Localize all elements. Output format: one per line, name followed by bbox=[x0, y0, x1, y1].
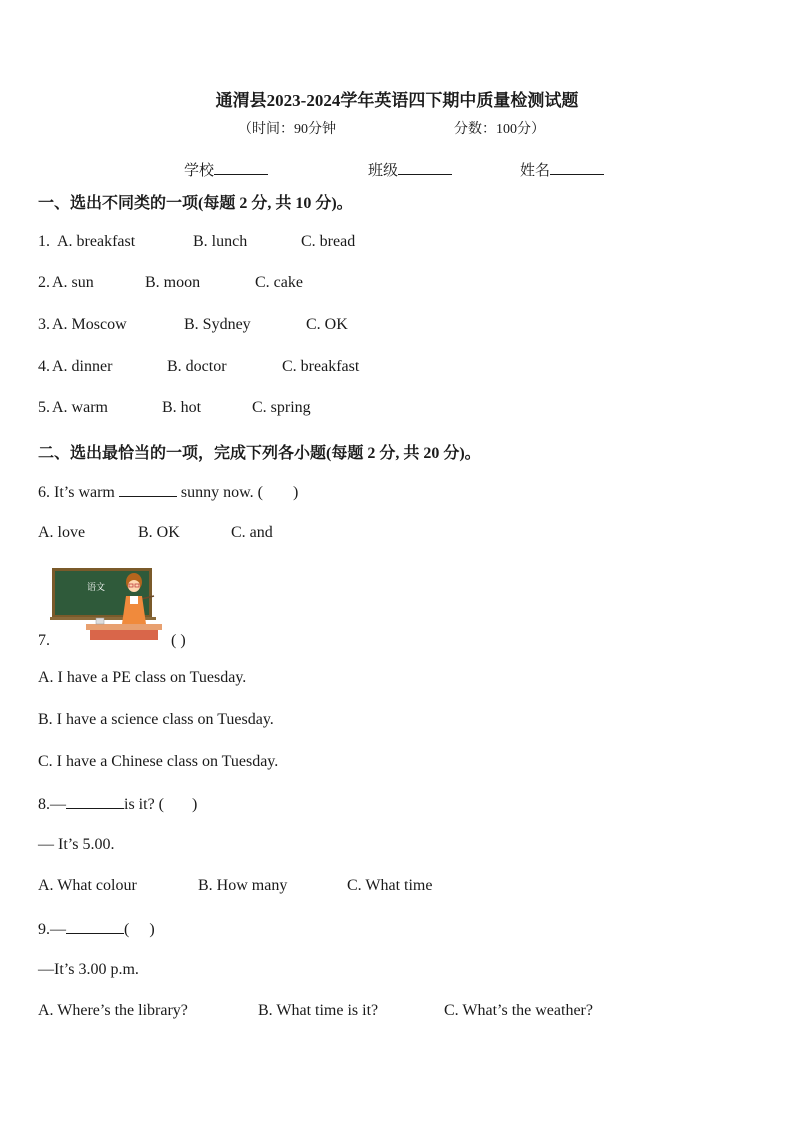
q3-number: 3. bbox=[38, 316, 50, 333]
q5-number: 5. bbox=[38, 399, 50, 416]
school-blank[interactable] bbox=[214, 160, 268, 175]
board-text: 语文 bbox=[86, 583, 106, 593]
q7-option-b[interactable]: B. I have a science class on Tuesday. bbox=[38, 711, 274, 728]
section1-heading: 一、选出不同类的一项(每题 2 分, 共 10 分)。 bbox=[38, 195, 353, 212]
class-field bbox=[368, 159, 452, 180]
class-blank[interactable] bbox=[398, 160, 452, 175]
exam-time: （时间：90分钟 bbox=[238, 122, 336, 137]
school-field bbox=[184, 159, 268, 180]
q9-reply: —It’s 3.00 p.m. bbox=[38, 961, 139, 978]
q7-answer-paren[interactable]: ( ) bbox=[171, 632, 186, 649]
q5-option-a[interactable]: A. warm bbox=[52, 399, 108, 416]
q8-option-a[interactable]: A. What colour bbox=[38, 877, 137, 894]
q6-paren-close: ) bbox=[292, 484, 299, 501]
q4-number: 4. bbox=[38, 358, 50, 375]
q1-option-c[interactable]: C. bread bbox=[301, 233, 356, 250]
q4-option-a[interactable]: A. dinner bbox=[52, 358, 113, 375]
q6-stem-end: sunny now. ( bbox=[180, 484, 263, 501]
q8-stem-end: is it? ( bbox=[124, 796, 164, 813]
q6-stem-start: 6. It’s warm bbox=[38, 484, 115, 501]
name-field bbox=[520, 159, 604, 180]
question-6-options bbox=[38, 524, 273, 542]
q9-stem-start: 9.— bbox=[38, 921, 66, 938]
class-label: 班级 bbox=[368, 163, 399, 179]
q6-blank[interactable] bbox=[119, 482, 177, 497]
q3-option-a[interactable]: A. Moscow bbox=[52, 316, 127, 333]
q3-option-c[interactable]: C. OK bbox=[306, 316, 348, 333]
exam-score: 分数：100分） bbox=[454, 122, 545, 137]
question-7 bbox=[38, 632, 186, 650]
section2-heading: 二、选出最恰当的一项，完成下列各小题(每题 2 分, 共 20 分)。 bbox=[38, 445, 481, 462]
q9-paren-close: ) bbox=[149, 921, 155, 938]
question-8-options bbox=[38, 877, 433, 895]
school-label: 学校 bbox=[184, 163, 215, 179]
question-5 bbox=[38, 399, 311, 417]
q9-paren-open: ( bbox=[124, 921, 130, 938]
q4-option-c[interactable]: C. breakfast bbox=[282, 358, 360, 375]
q6-option-a[interactable]: A. love bbox=[38, 524, 86, 541]
question-3 bbox=[38, 316, 348, 334]
name-blank[interactable] bbox=[550, 160, 604, 175]
name-label: 姓名 bbox=[520, 163, 551, 179]
q9-blank[interactable] bbox=[66, 919, 124, 934]
desk-front bbox=[90, 630, 158, 640]
q2-option-c[interactable]: C. cake bbox=[255, 274, 303, 291]
page-title: 通渭县2023-2024学年英语四下期中质量检测试题 bbox=[215, 91, 579, 110]
q8-stem-start: 8.— bbox=[38, 796, 66, 813]
q9-option-a[interactable]: A. Where’s the library? bbox=[38, 1002, 188, 1019]
q7-option-c[interactable]: C. I have a Chinese class on Tuesday. bbox=[38, 753, 279, 770]
collar bbox=[130, 596, 138, 604]
q8-paren-close: ) bbox=[192, 796, 198, 813]
q8-option-b[interactable]: B. How many bbox=[198, 877, 288, 894]
question-1 bbox=[38, 233, 356, 251]
q6-option-c[interactable]: C. and bbox=[231, 524, 273, 541]
q7-number: 7. bbox=[38, 632, 50, 649]
question-2 bbox=[38, 274, 303, 292]
question-6 bbox=[38, 482, 298, 502]
q3-option-b[interactable]: B. Sydney bbox=[184, 316, 251, 333]
q9-option-c[interactable]: C. What’s the weather? bbox=[444, 1002, 593, 1019]
q2-number: 2. bbox=[38, 274, 50, 291]
q8-blank[interactable] bbox=[66, 794, 124, 809]
q8-reply: — It’s 5.00. bbox=[38, 836, 115, 853]
q9-option-b[interactable]: B. What time is it? bbox=[258, 1002, 379, 1019]
q1-number: 1. bbox=[38, 233, 50, 250]
q1-option-b[interactable]: B. lunch bbox=[193, 233, 248, 250]
q2-option-a[interactable]: A. sun bbox=[52, 274, 94, 291]
q2-option-b[interactable]: B. moon bbox=[145, 274, 201, 291]
q4-option-b[interactable]: B. doctor bbox=[167, 358, 227, 375]
q6-option-b[interactable]: B. OK bbox=[138, 524, 180, 541]
desk-top bbox=[86, 624, 162, 630]
q5-option-b[interactable]: B. hot bbox=[162, 399, 202, 416]
q1-option-a[interactable]: A. breakfast bbox=[57, 233, 136, 250]
question-8 bbox=[38, 794, 197, 814]
question-9 bbox=[38, 919, 155, 939]
q8-option-c[interactable]: C. What time bbox=[347, 877, 433, 894]
question-9-options bbox=[38, 1002, 593, 1020]
teacher-chinese-class-illustration bbox=[50, 566, 168, 642]
question-4 bbox=[38, 358, 360, 376]
book bbox=[96, 618, 104, 624]
face bbox=[128, 580, 140, 592]
q5-option-c[interactable]: C. spring bbox=[252, 399, 311, 416]
q7-option-a[interactable]: A. I have a PE class on Tuesday. bbox=[38, 669, 247, 686]
